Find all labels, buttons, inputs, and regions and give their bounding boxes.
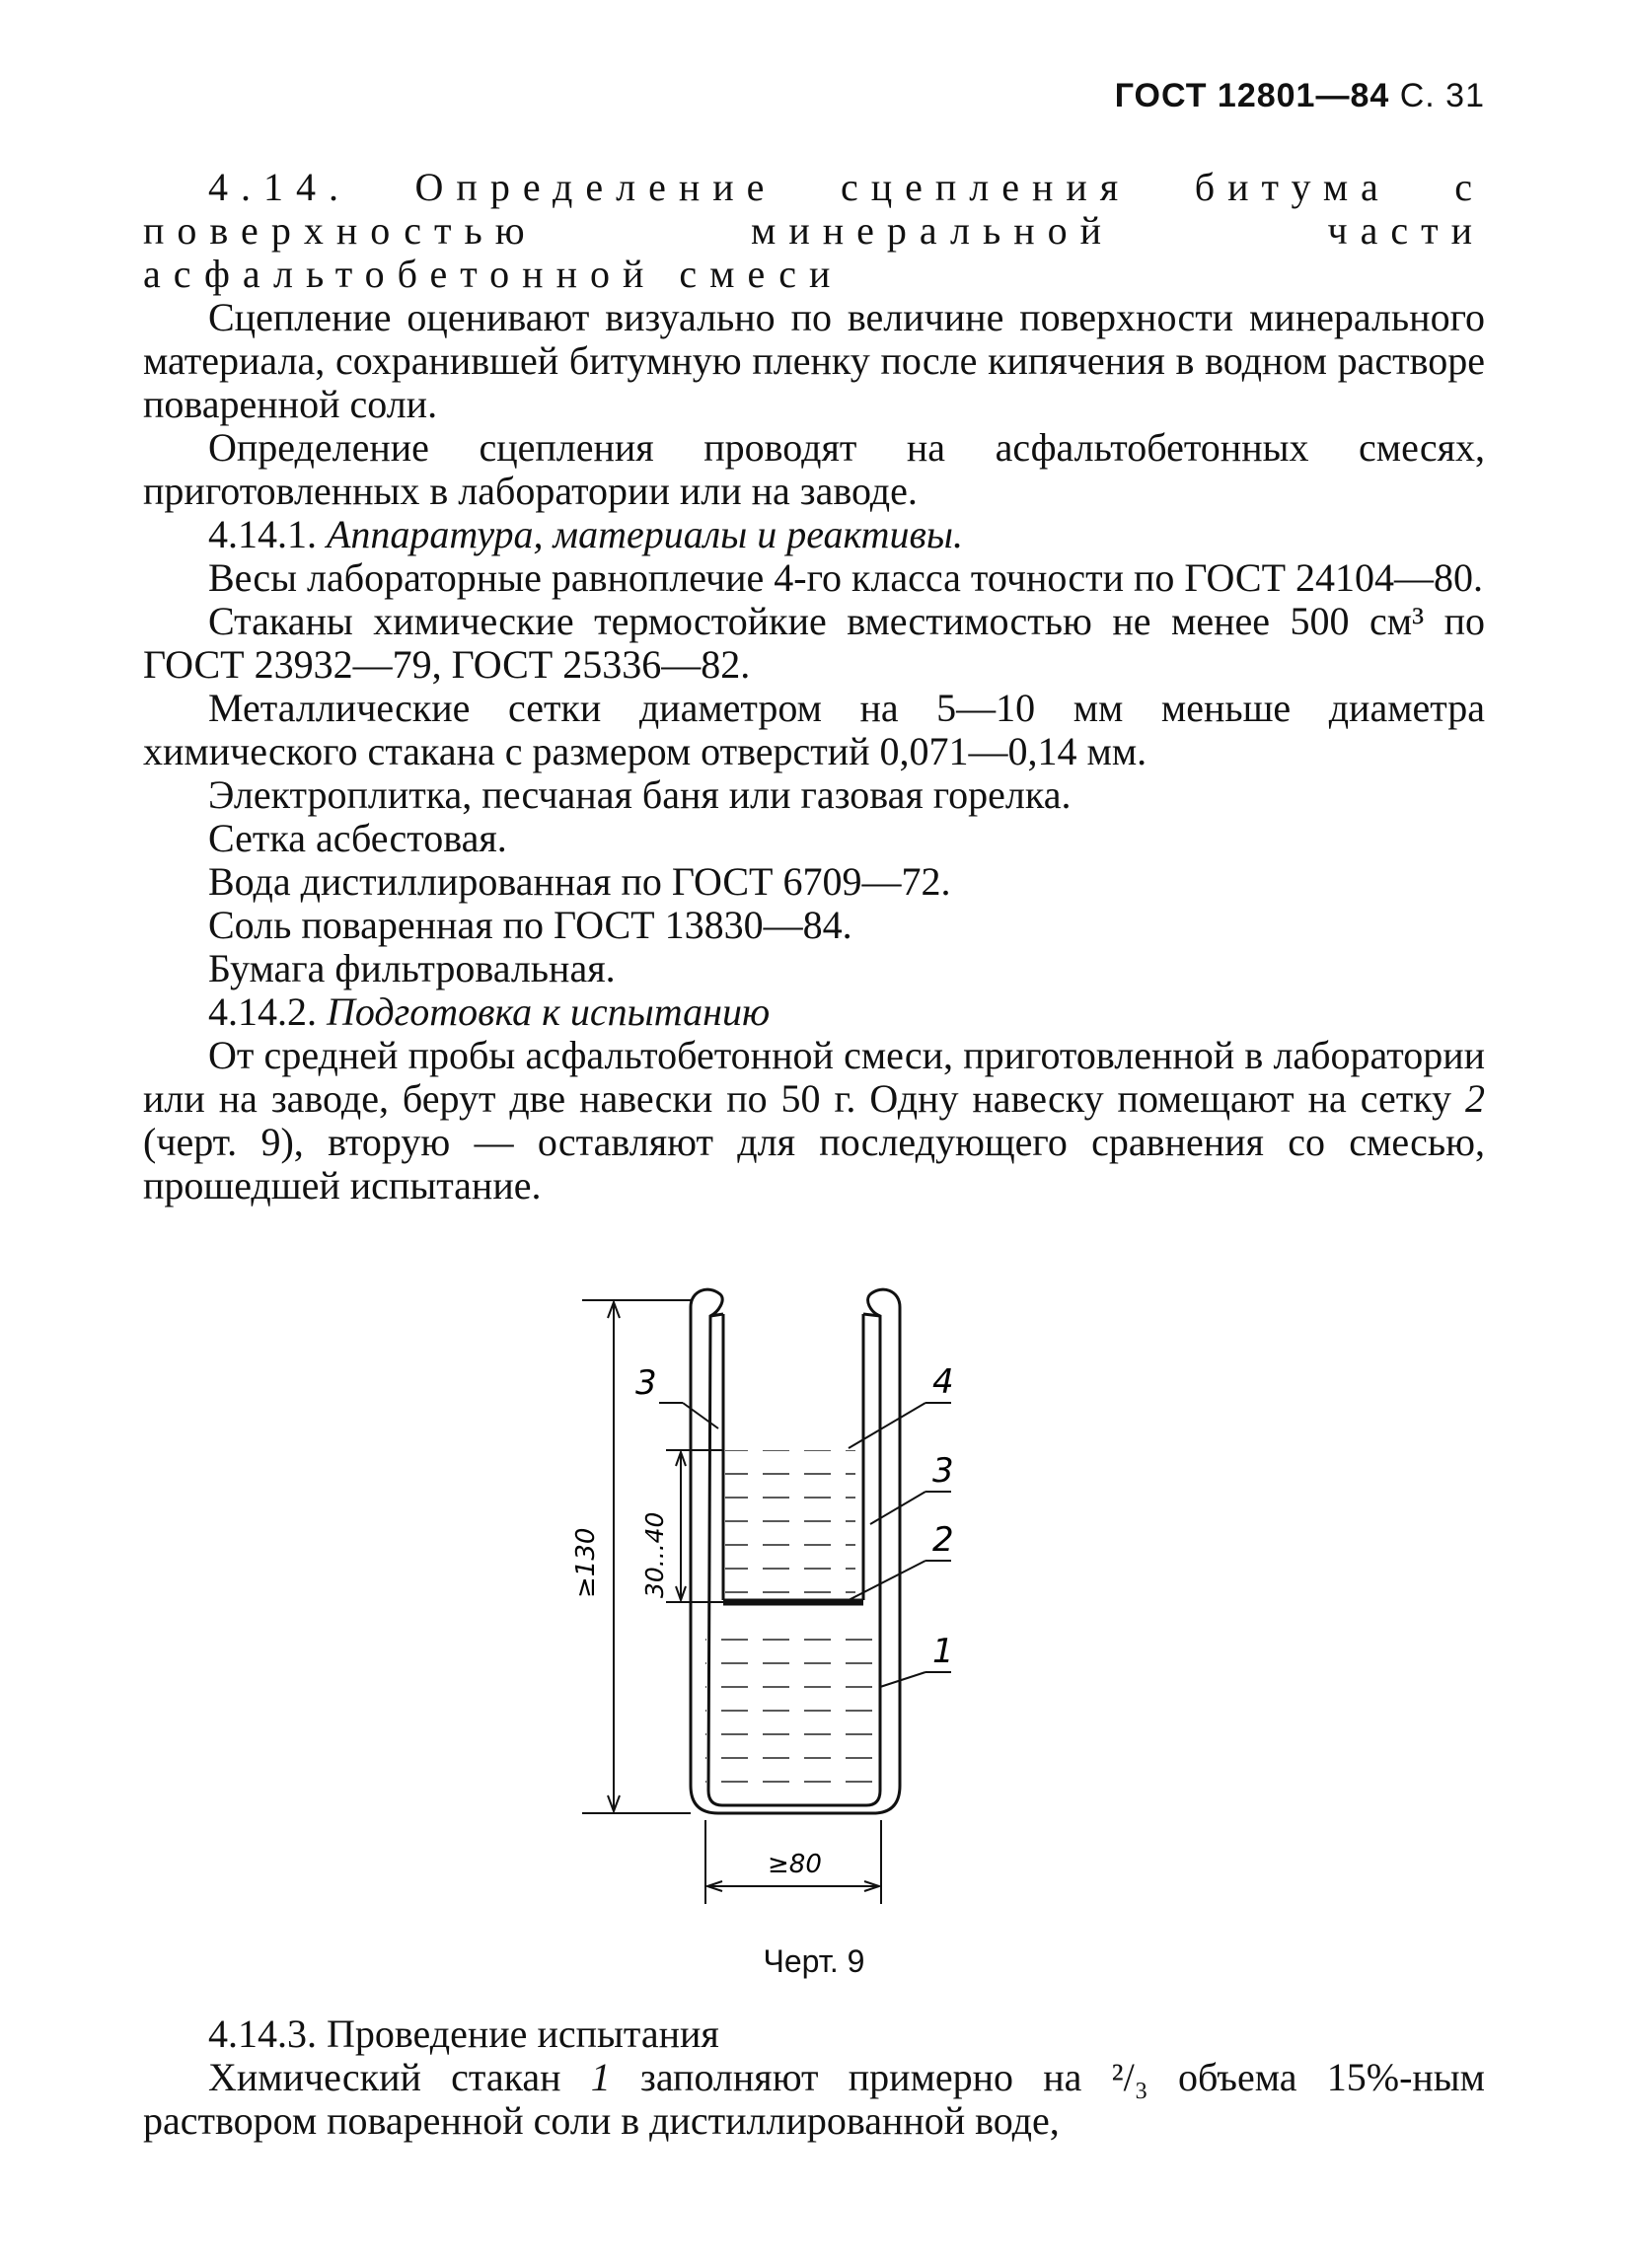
subsection-title: Аппаратура, материалы и реактивы.	[327, 512, 963, 556]
label-4: 4	[932, 1362, 954, 1402]
outer-liquid	[705, 1623, 877, 1798]
list-item: Стаканы химические термостойкие вместимостью не менее 500 см³ по ГОСТ 23932—79, ГОСТ 25336—82.	[143, 599, 1485, 687]
page-header	[1115, 77, 1485, 115]
list-item: Электроплитка, песчаная баня или газовая горелка.	[208, 772, 1072, 817]
label-2: 2	[932, 1520, 954, 1560]
text-span: Химический стакан	[208, 2055, 591, 2099]
list-item: Вода дистиллированная по ГОСТ 6709—72.	[208, 859, 951, 904]
dim-level-label: 30...40	[640, 1511, 669, 1598]
text-span: объема 15%-ным раствором поваренной соли в дистиллированной воде,	[143, 2055, 1485, 2143]
dimension-level	[666, 1450, 723, 1602]
page-number: С. 31	[1399, 77, 1485, 114]
paragraph	[143, 1034, 1485, 1207]
list-item: Весы лабораторные равноплечие 4-го класса точности по ГОСТ 24104—80.	[208, 555, 1484, 600]
paragraph: Сцепление оценивают визуально по величине поверхности минерального материала, сохранившей битумную пленку после кипячения в водном растворе поваренной соли.	[143, 295, 1485, 426]
subsection-heading-4-14-3: 4.14.3. Проведение испытания	[208, 2012, 719, 2056]
reference-number: 2	[1465, 1076, 1485, 1121]
figure-beaker-diagram	[553, 1273, 1105, 1943]
list-item: Сетка асбестовая.	[208, 816, 507, 860]
text-span: (черт. 9), вторую — оставляют для последующего сравнения со смесью, прошедшей испытание.	[143, 1120, 1485, 1207]
reference-number: 1	[590, 2055, 611, 2099]
subsection-title: Подготовка к испытанию	[327, 989, 771, 1034]
subsection-number: 4.14.1.	[208, 512, 317, 556]
dim-height-label: ≥130	[571, 1527, 601, 1598]
list-item: Соль поваренная по ГОСТ 13830—84.	[208, 903, 852, 947]
label-1: 1	[932, 1632, 954, 1671]
subsection-heading-4-14-2	[143, 990, 1485, 1034]
document-code: ГОСТ 12801—84	[1114, 77, 1390, 114]
list-item: Бумага фильтровальная.	[208, 946, 616, 990]
body-text-top	[143, 166, 1485, 1207]
subsection-heading-4-14-1	[143, 513, 1485, 556]
figure-caption: Черт. 9	[763, 1943, 865, 1979]
paragraph	[143, 2056, 1485, 2143]
list-item: Металлические сетки диаметром на 5—10 мм меньше диаметра химического стакана с размером отверстий 0,071—0,14 мм.	[143, 686, 1485, 773]
body-text-bottom	[143, 2012, 1485, 2143]
text-span: От средней пробы асфальтобетонной смеси, приготовленной в лаборатории или на заводе, берут две навески по 50 г. Одну навеску помещают на сетку	[143, 1033, 1485, 1121]
inner-liquid	[725, 1450, 855, 1596]
fraction: ²/₃	[1111, 2055, 1148, 2099]
label-3-left: 3	[635, 1363, 657, 1403]
subsection-number: 4.14.2.	[208, 989, 317, 1034]
section-heading-4-14: 4.14. Определение сцепления битума с поверхностью минеральной части асфальтобетонной смеси	[143, 165, 1485, 296]
text-span: заполняют примерно на	[610, 2055, 1112, 2099]
dim-width-label: ≥80	[768, 1850, 822, 1879]
label-3-right: 3	[932, 1451, 954, 1491]
paragraph: Определение сцепления проводят на асфальтобетонных смесях, приготовленных в лаборатории или на заводе.	[143, 425, 1485, 513]
